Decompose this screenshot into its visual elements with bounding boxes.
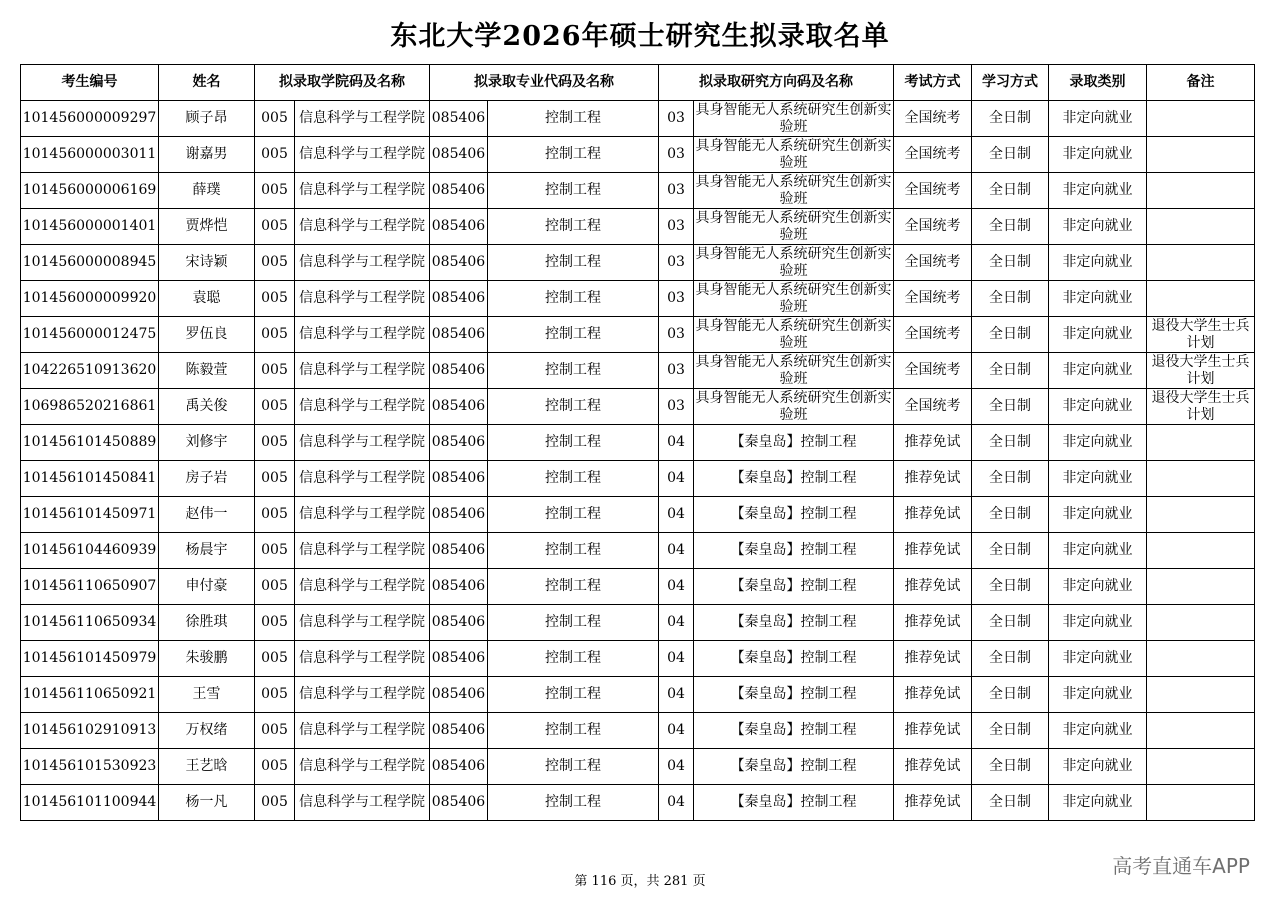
cell-remark [1147,137,1255,173]
cell-exam: 全国统考 [894,245,972,281]
cell-major-code: 085406 [430,281,488,317]
cell-major-name: 控制工程 [488,389,659,425]
cell-category: 非定向就业 [1049,317,1147,353]
cell-remark: 退役大学生士兵计划 [1147,317,1255,353]
cell-college-name: 信息科学与工程学院 [295,209,430,245]
cell-exam: 推荐免试 [894,497,972,533]
cell-remark: 退役大学生士兵计划 [1147,353,1255,389]
cell-direction-name: 【秦皇岛】控制工程 [694,605,894,641]
cell-name: 宋诗颖 [159,245,255,281]
cell-major-code: 085406 [430,641,488,677]
cell-college-code: 005 [255,569,295,605]
cell-remark [1147,713,1255,749]
cell-remark: 退役大学生士兵计划 [1147,389,1255,425]
cell-direction-code: 03 [659,317,694,353]
cell-college-code: 005 [255,353,295,389]
cell-direction-name: 【秦皇岛】控制工程 [694,569,894,605]
cell-remark [1147,785,1255,821]
cell-id: 101456101450889 [21,425,159,461]
cell-remark [1147,173,1255,209]
cell-exam: 全国统考 [894,353,972,389]
table-row [21,209,1255,245]
cell-direction-code: 04 [659,713,694,749]
cell-direction-code: 03 [659,101,694,137]
cell-direction-name: 【秦皇岛】控制工程 [694,461,894,497]
cell-remark [1147,569,1255,605]
header-remark: 备注 [1147,65,1255,101]
cell-direction-name: 【秦皇岛】控制工程 [694,533,894,569]
table-row [21,173,1255,209]
cell-exam: 推荐免试 [894,569,972,605]
page-title: 东北大学2026年硕士研究生拟录取名单 [390,21,890,52]
cell-study: 全日制 [972,101,1049,137]
cell-major-name: 控制工程 [488,425,659,461]
cell-direction-name: 具身智能无人系统研究生创新实验班 [695,281,892,315]
cell-category: 非定向就业 [1049,209,1147,245]
cell-college-code: 005 [255,749,295,785]
cell-id: 101456101450971 [21,497,159,533]
cell-college-name: 信息科学与工程学院 [295,533,430,569]
cell-major-name: 控制工程 [488,497,659,533]
header-direction: 拟录取研究方向码及名称 [659,65,894,101]
cell-id: 101456000003011 [21,137,159,173]
cell-college-code: 005 [255,497,295,533]
cell-major-name: 控制工程 [488,605,659,641]
cell-category: 非定向就业 [1049,461,1147,497]
cell-category: 非定向就业 [1049,677,1147,713]
cell-college-code: 005 [255,713,295,749]
cell-name: 罗伍良 [159,317,255,353]
cell-exam: 全国统考 [894,389,972,425]
cell-major-name: 控制工程 [488,713,659,749]
cell-college-code: 005 [255,281,295,317]
cell-exam: 全国统考 [894,281,972,317]
cell-direction-code: 04 [659,569,694,605]
cell-direction-code: 04 [659,605,694,641]
table-row [21,677,1255,713]
cell-remark [1147,281,1255,317]
cell-college-name: 信息科学与工程学院 [295,353,430,389]
table-row [21,281,1255,317]
cell-category: 非定向就业 [1049,389,1147,425]
table-row [21,569,1255,605]
cell-study: 全日制 [972,425,1049,461]
cell-direction-code: 04 [659,785,694,821]
cell-college-code: 005 [255,533,295,569]
cell-direction-code: 03 [659,209,694,245]
cell-id: 101456101530923 [21,749,159,785]
cell-study: 全日制 [972,749,1049,785]
cell-college-name: 信息科学与工程学院 [295,281,430,317]
cell-id: 101456104460939 [21,533,159,569]
cell-remark [1147,101,1255,137]
cell-remark [1147,209,1255,245]
cell-study: 全日制 [972,317,1049,353]
cell-major-code: 085406 [430,245,488,281]
cell-college-code: 005 [255,317,295,353]
table-row [21,641,1255,677]
cell-id: 101456110650921 [21,677,159,713]
cell-major-name: 控制工程 [488,353,659,389]
cell-study: 全日制 [972,677,1049,713]
cell-name: 赵伟一 [159,497,255,533]
table-row [21,317,1255,353]
cell-exam: 全国统考 [894,101,972,137]
header-row [21,65,1255,101]
table-row [21,137,1255,173]
cell-exam: 全国统考 [894,209,972,245]
cell-college-name: 信息科学与工程学院 [295,641,430,677]
cell-id: 106986520216861 [21,389,159,425]
cell-direction-code: 04 [659,749,694,785]
cell-name: 房子岩 [159,461,255,497]
cell-direction-name: 具身智能无人系统研究生创新实验班 [695,101,892,135]
cell-remark [1147,461,1255,497]
cell-major-name: 控制工程 [488,461,659,497]
cell-category: 非定向就业 [1049,605,1147,641]
cell-major-code: 085406 [430,209,488,245]
table-body [21,101,1255,821]
cell-exam: 推荐免试 [894,713,972,749]
cell-college-name: 信息科学与工程学院 [295,677,430,713]
cell-college-name: 信息科学与工程学院 [295,497,430,533]
cell-direction-name: 具身智能无人系统研究生创新实验班 [695,137,892,171]
cell-college-code: 005 [255,677,295,713]
cell-category: 非定向就业 [1049,173,1147,209]
cell-exam: 推荐免试 [894,749,972,785]
table-row [21,101,1255,137]
cell-direction-code: 04 [659,461,694,497]
cell-direction-code: 04 [659,677,694,713]
cell-major-name: 控制工程 [488,641,659,677]
cell-direction-name: 具身智能无人系统研究生创新实验班 [695,173,892,207]
cell-name: 贾烨恺 [159,209,255,245]
watermark: 高考直通车APP [1112,854,1250,878]
cell-name: 徐胜琪 [159,605,255,641]
cell-study: 全日制 [972,209,1049,245]
cell-name: 王艺晗 [159,749,255,785]
table-row [21,497,1255,533]
cell-category: 非定向就业 [1049,425,1147,461]
cell-name: 王雪 [159,677,255,713]
cell-college-name: 信息科学与工程学院 [295,245,430,281]
cell-major-name: 控制工程 [488,533,659,569]
header-name: 姓名 [159,65,255,101]
cell-major-code: 085406 [430,425,488,461]
cell-major-name: 控制工程 [488,317,659,353]
table-row [21,749,1255,785]
cell-major-code: 085406 [430,605,488,641]
cell-name: 刘修宇 [159,425,255,461]
cell-study: 全日制 [972,533,1049,569]
table-row [21,533,1255,569]
cell-id: 101456110650907 [21,569,159,605]
cell-name: 杨一凡 [159,785,255,821]
header-exam: 考试方式 [894,65,972,101]
cell-college-code: 005 [255,137,295,173]
cell-id: 101456000001401 [21,209,159,245]
cell-major-code: 085406 [430,173,488,209]
cell-major-code: 085406 [430,497,488,533]
cell-major-name: 控制工程 [488,101,659,137]
cell-college-code: 005 [255,425,295,461]
cell-direction-code: 04 [659,425,694,461]
table-row [21,713,1255,749]
cell-id: 101456102910913 [21,713,159,749]
cell-exam: 全国统考 [894,317,972,353]
cell-direction-name: 具身智能无人系统研究生创新实验班 [695,209,892,243]
cell-remark [1147,641,1255,677]
cell-major-name: 控制工程 [488,569,659,605]
cell-category: 非定向就业 [1049,137,1147,173]
cell-major-code: 085406 [430,713,488,749]
cell-exam: 推荐免试 [894,641,972,677]
header-major: 拟录取专业代码及名称 [430,65,659,101]
cell-exam: 推荐免试 [894,785,972,821]
cell-direction-code: 03 [659,389,694,425]
cell-direction-name: 【秦皇岛】控制工程 [694,641,894,677]
cell-major-name: 控制工程 [488,749,659,785]
cell-remark [1147,677,1255,713]
cell-major-name: 控制工程 [488,785,659,821]
cell-major-name: 控制工程 [488,245,659,281]
cell-category: 非定向就业 [1049,353,1147,389]
cell-name: 陈毅萱 [159,353,255,389]
cell-id: 101456101450979 [21,641,159,677]
cell-college-code: 005 [255,389,295,425]
cell-major-code: 085406 [430,389,488,425]
cell-college-name: 信息科学与工程学院 [295,137,430,173]
cell-category: 非定向就业 [1049,713,1147,749]
cell-exam: 全国统考 [894,137,972,173]
cell-college-code: 005 [255,209,295,245]
table-row [21,245,1255,281]
cell-remark [1147,749,1255,785]
cell-college-code: 005 [255,245,295,281]
cell-major-name: 控制工程 [488,209,659,245]
cell-category: 非定向就业 [1049,281,1147,317]
cell-name: 万权绪 [159,713,255,749]
cell-direction-code: 03 [659,245,694,281]
cell-direction-code: 04 [659,641,694,677]
cell-college-code: 005 [255,173,295,209]
cell-direction-name: 具身智能无人系统研究生创新实验班 [695,389,892,423]
cell-college-name: 信息科学与工程学院 [295,425,430,461]
cell-category: 非定向就业 [1049,497,1147,533]
table-row [21,353,1255,389]
cell-category: 非定向就业 [1049,785,1147,821]
table-row [21,389,1255,425]
cell-direction-code: 03 [659,353,694,389]
cell-direction-code: 04 [659,533,694,569]
cell-study: 全日制 [972,173,1049,209]
table-row [21,785,1255,821]
cell-major-code: 085406 [430,461,488,497]
cell-study: 全日制 [972,389,1049,425]
cell-major-code: 085406 [430,785,488,821]
cell-name: 申付豪 [159,569,255,605]
cell-college-code: 005 [255,101,295,137]
cell-college-name: 信息科学与工程学院 [295,749,430,785]
cell-category: 非定向就业 [1049,749,1147,785]
cell-direction-name: 【秦皇岛】控制工程 [694,713,894,749]
cell-name: 顾子昂 [159,101,255,137]
cell-college-name: 信息科学与工程学院 [295,785,430,821]
page-footer: 第 116 页，共 281 页 [574,874,706,889]
cell-major-code: 085406 [430,353,488,389]
cell-exam: 推荐免试 [894,461,972,497]
cell-major-code: 085406 [430,569,488,605]
cell-study: 全日制 [972,713,1049,749]
cell-college-code: 005 [255,785,295,821]
cell-study: 全日制 [972,245,1049,281]
cell-direction-name: 具身智能无人系统研究生创新实验班 [695,245,892,279]
cell-remark [1147,605,1255,641]
cell-remark [1147,497,1255,533]
cell-direction-name: 具身智能无人系统研究生创新实验班 [695,353,892,387]
cell-exam: 推荐免试 [894,425,972,461]
cell-study: 全日制 [972,569,1049,605]
cell-college-name: 信息科学与工程学院 [295,605,430,641]
table-row [21,605,1255,641]
cell-major-code: 085406 [430,533,488,569]
cell-id: 101456000009920 [21,281,159,317]
table-row [21,461,1255,497]
cell-college-name: 信息科学与工程学院 [295,173,430,209]
cell-direction-code: 03 [659,281,694,317]
cell-study: 全日制 [972,461,1049,497]
cell-id: 101456000012475 [21,317,159,353]
cell-college-code: 005 [255,461,295,497]
cell-college-name: 信息科学与工程学院 [295,101,430,137]
cell-study: 全日制 [972,605,1049,641]
cell-college-code: 005 [255,605,295,641]
cell-id: 101456000008945 [21,245,159,281]
cell-major-code: 085406 [430,677,488,713]
cell-id: 101456101450841 [21,461,159,497]
cell-name: 袁聪 [159,281,255,317]
cell-direction-name: 具身智能无人系统研究生创新实验班 [695,317,892,351]
cell-direction-code: 03 [659,173,694,209]
cell-direction-name: 【秦皇岛】控制工程 [694,497,894,533]
cell-college-name: 信息科学与工程学院 [295,317,430,353]
cell-major-code: 085406 [430,101,488,137]
cell-category: 非定向就业 [1049,245,1147,281]
cell-exam: 推荐免试 [894,533,972,569]
cell-exam: 全国统考 [894,173,972,209]
cell-college-name: 信息科学与工程学院 [295,713,430,749]
cell-direction-code: 03 [659,137,694,173]
cell-direction-name: 【秦皇岛】控制工程 [694,749,894,785]
cell-major-name: 控制工程 [488,173,659,209]
cell-id: 101456000009297 [21,101,159,137]
header-study: 学习方式 [972,65,1049,101]
cell-name: 杨晨宇 [159,533,255,569]
cell-direction-name: 【秦皇岛】控制工程 [694,425,894,461]
cell-name: 薛璞 [159,173,255,209]
cell-major-code: 085406 [430,749,488,785]
table-row [21,425,1255,461]
cell-major-name: 控制工程 [488,677,659,713]
header-id: 考生编号 [21,65,159,101]
cell-study: 全日制 [972,785,1049,821]
cell-college-name: 信息科学与工程学院 [295,461,430,497]
cell-name: 朱骏鹏 [159,641,255,677]
cell-study: 全日制 [972,281,1049,317]
cell-direction-name: 【秦皇岛】控制工程 [694,785,894,821]
cell-category: 非定向就业 [1049,101,1147,137]
cell-category: 非定向就业 [1049,569,1147,605]
cell-remark [1147,245,1255,281]
cell-id: 104226510913620 [21,353,159,389]
cell-direction-code: 04 [659,497,694,533]
cell-major-code: 085406 [430,137,488,173]
cell-college-code: 005 [255,641,295,677]
cell-id: 101456101100944 [21,785,159,821]
cell-major-code: 085406 [430,317,488,353]
cell-exam: 推荐免试 [894,605,972,641]
cell-study: 全日制 [972,353,1049,389]
cell-category: 非定向就业 [1049,533,1147,569]
cell-college-name: 信息科学与工程学院 [295,389,430,425]
header-category: 录取类别 [1049,65,1147,101]
header-college: 拟录取学院码及名称 [255,65,430,101]
admission-table [20,64,1255,821]
cell-major-name: 控制工程 [488,281,659,317]
cell-college-name: 信息科学与工程学院 [295,569,430,605]
cell-id: 101456000006169 [21,173,159,209]
cell-name: 谢嘉男 [159,137,255,173]
cell-category: 非定向就业 [1049,641,1147,677]
cell-study: 全日制 [972,641,1049,677]
cell-remark [1147,425,1255,461]
cell-id: 101456110650934 [21,605,159,641]
cell-major-name: 控制工程 [488,137,659,173]
cell-direction-name: 【秦皇岛】控制工程 [694,677,894,713]
cell-study: 全日制 [972,137,1049,173]
cell-exam: 推荐免试 [894,677,972,713]
cell-study: 全日制 [972,497,1049,533]
cell-name: 禹关俊 [159,389,255,425]
cell-remark [1147,533,1255,569]
